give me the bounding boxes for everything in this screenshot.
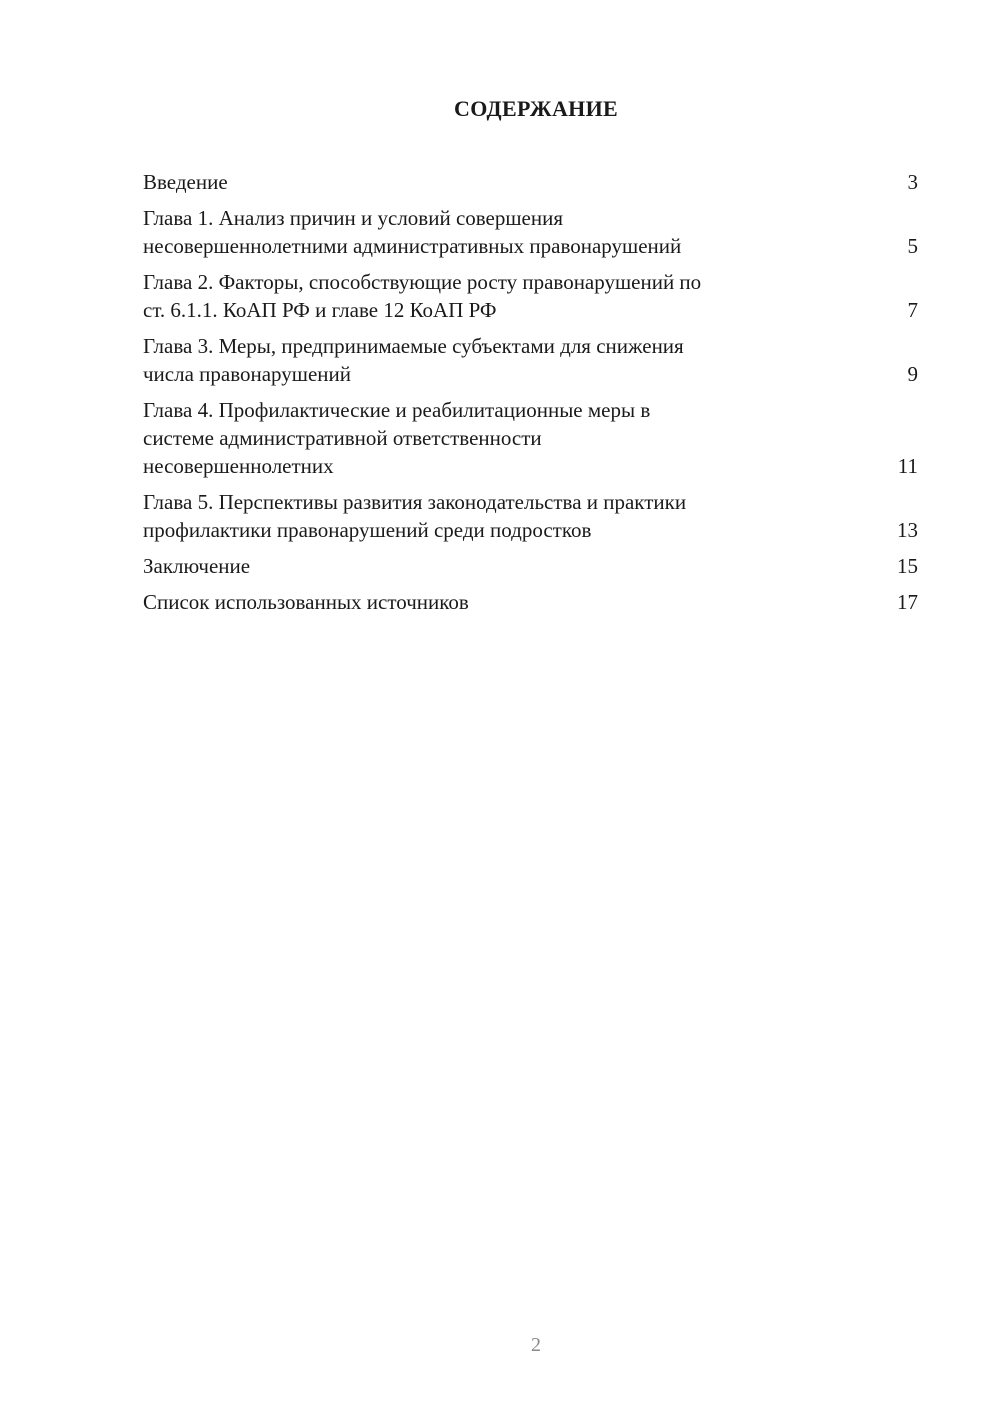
- toc-entry-page: 13: [897, 518, 918, 542]
- toc-entry-line: Глава 5. Перспективы развития законодательства и практики: [143, 490, 687, 514]
- toc-entry-text: [143, 488, 894, 544]
- toc-entry-line: профилактики правонарушений среди подростков: [143, 518, 592, 542]
- toc-entry-line: Введение: [143, 170, 228, 194]
- toc-entry-text: [143, 168, 894, 196]
- toc-entry-page: 3: [907, 170, 918, 194]
- toc-entry-text: [143, 552, 894, 580]
- toc-entry-line: Список использованных источников: [143, 590, 469, 614]
- toc-entry-line: числа правонарушений: [143, 362, 351, 386]
- toc-entry-line: Глава 2. Факторы, способствующие росту правонарушений по: [143, 270, 702, 294]
- toc-entry-text: [143, 588, 894, 616]
- table-of-contents: [143, 168, 918, 624]
- toc-entry-chapter-4: [143, 396, 918, 480]
- toc-entry-text: [143, 332, 894, 388]
- toc-entry-line: Глава 4. Профилактические и реабилитационные меры в: [143, 398, 651, 422]
- toc-entry-chapter-1: [143, 204, 918, 260]
- toc-entry-page: 9: [907, 362, 918, 386]
- page-title: СОДЕРЖАНИЕ: [454, 96, 618, 121]
- toc-entry-line: несовершеннолетними административных правонарушений: [143, 234, 682, 258]
- toc-entry-text: [143, 396, 894, 480]
- toc-entry-page: 5: [907, 234, 918, 258]
- toc-entry-chapter-2: [143, 268, 918, 324]
- page-number: 2: [531, 1334, 541, 1356]
- toc-entry-text: [143, 268, 894, 324]
- toc-entry-page: 17: [897, 590, 918, 614]
- toc-entry-introduction: [143, 168, 918, 196]
- toc-entry-page: 7: [907, 298, 918, 322]
- toc-entry-chapter-5: [143, 488, 918, 544]
- toc-entry-chapter-3: [143, 332, 918, 388]
- toc-entry-conclusion: [143, 552, 918, 580]
- toc-entry-text: [143, 204, 894, 260]
- toc-entry-line: Глава 1. Анализ причин и условий совершения: [143, 206, 563, 230]
- toc-entry-references: [143, 588, 918, 616]
- toc-entry-line: Заключение: [143, 554, 251, 578]
- toc-entry-line: ст. 6.1.1. КоАП РФ и главе 12 КоАП РФ: [143, 298, 497, 322]
- toc-entry-page: 15: [897, 554, 918, 578]
- toc-entry-line: системе административной ответственности: [143, 426, 542, 450]
- toc-entry-page: 11: [897, 454, 918, 478]
- toc-entry-line: Глава 3. Меры, предпринимаемые субъектами для снижения: [143, 334, 684, 358]
- toc-entry-line: несовершеннолетних: [143, 454, 334, 478]
